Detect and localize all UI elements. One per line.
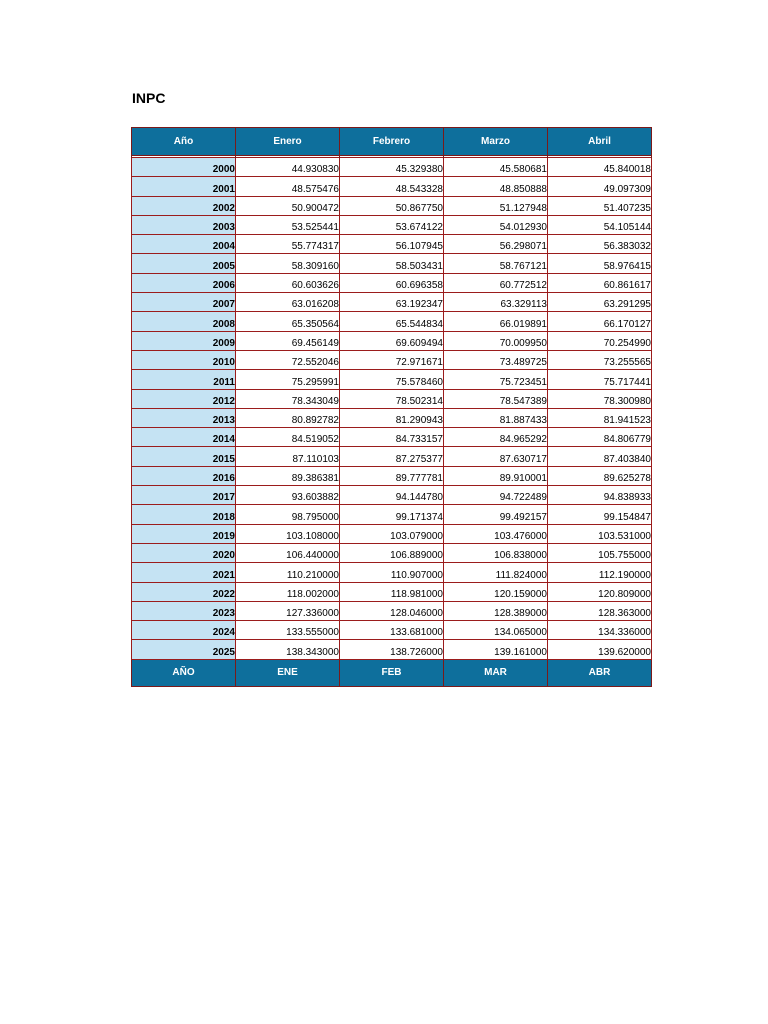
- value-cell: 118.981000: [340, 582, 444, 601]
- value-cell: 118.002000: [236, 582, 340, 601]
- value-cell: 78.300980: [548, 389, 652, 408]
- table-row: [132, 563, 652, 582]
- year-cell: 2015: [132, 447, 236, 466]
- value-cell: 75.578460: [340, 370, 444, 389]
- value-cell: 56.383032: [548, 235, 652, 254]
- value-cell: 73.489725: [444, 350, 548, 369]
- value-cell: 78.343049: [236, 389, 340, 408]
- year-cell: 2024: [132, 621, 236, 640]
- value-cell: 134.065000: [444, 621, 548, 640]
- value-cell: 51.407235: [548, 196, 652, 215]
- value-cell: 54.105144: [548, 215, 652, 234]
- value-cell: 70.009950: [444, 331, 548, 350]
- value-cell: 94.838933: [548, 486, 652, 505]
- table-row: [132, 543, 652, 562]
- value-cell: 50.867750: [340, 196, 444, 215]
- value-cell: 128.363000: [548, 601, 652, 620]
- value-cell: 128.046000: [340, 601, 444, 620]
- value-cell: 56.298071: [444, 235, 548, 254]
- value-cell: 58.309160: [236, 254, 340, 273]
- value-cell: 103.531000: [548, 524, 652, 543]
- year-cell: 2023: [132, 601, 236, 620]
- value-cell: 80.892782: [236, 408, 340, 427]
- value-cell: 94.722489: [444, 486, 548, 505]
- value-cell: 139.161000: [444, 640, 548, 659]
- header-enero: Enero: [236, 128, 340, 156]
- value-cell: 58.503431: [340, 254, 444, 273]
- header-row: [132, 128, 652, 156]
- value-cell: 60.603626: [236, 273, 340, 292]
- value-cell: 53.674122: [340, 215, 444, 234]
- value-cell: 93.603882: [236, 486, 340, 505]
- value-cell: 138.343000: [236, 640, 340, 659]
- year-cell: 2022: [132, 582, 236, 601]
- year-cell: 2014: [132, 428, 236, 447]
- footer-mar: MAR: [444, 659, 548, 686]
- year-cell: 2002: [132, 196, 236, 215]
- header-marzo: Marzo: [444, 128, 548, 156]
- value-cell: 89.777781: [340, 466, 444, 485]
- table-row: [132, 466, 652, 485]
- table-row: [132, 370, 652, 389]
- year-cell: 2012: [132, 389, 236, 408]
- value-cell: 69.609494: [340, 331, 444, 350]
- value-cell: 87.275377: [340, 447, 444, 466]
- footer-feb: FEB: [340, 659, 444, 686]
- value-cell: 63.016208: [236, 293, 340, 312]
- value-cell: 63.192347: [340, 293, 444, 312]
- value-cell: 48.575476: [236, 177, 340, 196]
- table-row: [132, 177, 652, 196]
- table-row: [132, 582, 652, 601]
- value-cell: 106.838000: [444, 543, 548, 562]
- year-cell: 2020: [132, 543, 236, 562]
- value-cell: 120.809000: [548, 582, 652, 601]
- value-cell: 45.329380: [340, 158, 444, 177]
- value-cell: 103.079000: [340, 524, 444, 543]
- table-row: [132, 312, 652, 331]
- value-cell: 66.170127: [548, 312, 652, 331]
- year-cell: 2017: [132, 486, 236, 505]
- table-row: [132, 158, 652, 177]
- value-cell: 44.930830: [236, 158, 340, 177]
- table-row: [132, 640, 652, 659]
- value-cell: 84.733157: [340, 428, 444, 447]
- value-cell: 81.887433: [444, 408, 548, 427]
- value-cell: 111.824000: [444, 563, 548, 582]
- value-cell: 45.580681: [444, 158, 548, 177]
- page-title: INPC: [132, 90, 166, 106]
- value-cell: 49.097309: [548, 177, 652, 196]
- header-abril: Abril: [548, 128, 652, 156]
- value-cell: 66.019891: [444, 312, 548, 331]
- value-cell: 60.696358: [340, 273, 444, 292]
- year-cell: 2018: [132, 505, 236, 524]
- value-cell: 112.190000: [548, 563, 652, 582]
- value-cell: 89.386381: [236, 466, 340, 485]
- value-cell: 73.255565: [548, 350, 652, 369]
- value-cell: 133.681000: [340, 621, 444, 640]
- value-cell: 78.502314: [340, 389, 444, 408]
- inpc-table: [131, 127, 652, 687]
- value-cell: 133.555000: [236, 621, 340, 640]
- year-cell: 2009: [132, 331, 236, 350]
- table-row: [132, 235, 652, 254]
- table-header: [132, 128, 652, 156]
- value-cell: 99.171374: [340, 505, 444, 524]
- value-cell: 120.159000: [444, 582, 548, 601]
- table-row: [132, 447, 652, 466]
- table-row: [132, 350, 652, 369]
- value-cell: 87.403840: [548, 447, 652, 466]
- year-cell: 2008: [132, 312, 236, 331]
- value-cell: 53.525441: [236, 215, 340, 234]
- value-cell: 81.290943: [340, 408, 444, 427]
- value-cell: 60.772512: [444, 273, 548, 292]
- year-cell: 2011: [132, 370, 236, 389]
- value-cell: 105.755000: [548, 543, 652, 562]
- value-cell: 87.110103: [236, 447, 340, 466]
- table-row: [132, 331, 652, 350]
- value-cell: 89.625278: [548, 466, 652, 485]
- value-cell: 45.840018: [548, 158, 652, 177]
- year-cell: 2003: [132, 215, 236, 234]
- value-cell: 70.254990: [548, 331, 652, 350]
- table-row: [132, 524, 652, 543]
- year-cell: 2016: [132, 466, 236, 485]
- year-cell: 2021: [132, 563, 236, 582]
- value-cell: 56.107945: [340, 235, 444, 254]
- value-cell: 54.012930: [444, 215, 548, 234]
- value-cell: 89.910001: [444, 466, 548, 485]
- value-cell: 75.717441: [548, 370, 652, 389]
- value-cell: 99.492157: [444, 505, 548, 524]
- year-cell: 2000: [132, 158, 236, 177]
- value-cell: 99.154847: [548, 505, 652, 524]
- value-cell: 98.795000: [236, 505, 340, 524]
- value-cell: 81.941523: [548, 408, 652, 427]
- value-cell: 48.543328: [340, 177, 444, 196]
- value-cell: 139.620000: [548, 640, 652, 659]
- year-cell: 2010: [132, 350, 236, 369]
- value-cell: 84.806779: [548, 428, 652, 447]
- header-febrero: Febrero: [340, 128, 444, 156]
- value-cell: 103.108000: [236, 524, 340, 543]
- value-cell: 65.350564: [236, 312, 340, 331]
- footer-row: [132, 659, 652, 686]
- table-row: [132, 273, 652, 292]
- table-row: [132, 486, 652, 505]
- table-footer: [132, 659, 652, 686]
- table-row: [132, 215, 652, 234]
- value-cell: 58.767121: [444, 254, 548, 273]
- value-cell: 78.547389: [444, 389, 548, 408]
- value-cell: 75.723451: [444, 370, 548, 389]
- value-cell: 87.630717: [444, 447, 548, 466]
- table-row: [132, 428, 652, 447]
- value-cell: 127.336000: [236, 601, 340, 620]
- value-cell: 48.850888: [444, 177, 548, 196]
- value-cell: 58.976415: [548, 254, 652, 273]
- value-cell: 84.519052: [236, 428, 340, 447]
- footer-ene: ENE: [236, 659, 340, 686]
- table-row: [132, 601, 652, 620]
- value-cell: 55.774317: [236, 235, 340, 254]
- value-cell: 60.861617: [548, 273, 652, 292]
- year-cell: 2004: [132, 235, 236, 254]
- table-row: [132, 293, 652, 312]
- value-cell: 106.440000: [236, 543, 340, 562]
- value-cell: 63.291295: [548, 293, 652, 312]
- value-cell: 134.336000: [548, 621, 652, 640]
- table-body: [132, 158, 652, 660]
- year-cell: 2007: [132, 293, 236, 312]
- table-row: [132, 621, 652, 640]
- year-cell: 2001: [132, 177, 236, 196]
- value-cell: 106.889000: [340, 543, 444, 562]
- year-cell: 2006: [132, 273, 236, 292]
- table-row: [132, 408, 652, 427]
- table-row: [132, 389, 652, 408]
- value-cell: 50.900472: [236, 196, 340, 215]
- value-cell: 138.726000: [340, 640, 444, 659]
- value-cell: 72.971671: [340, 350, 444, 369]
- value-cell: 128.389000: [444, 601, 548, 620]
- value-cell: 65.544834: [340, 312, 444, 331]
- year-cell: 2025: [132, 640, 236, 659]
- value-cell: 72.552046: [236, 350, 340, 369]
- value-cell: 103.476000: [444, 524, 548, 543]
- value-cell: 110.210000: [236, 563, 340, 582]
- table-row: [132, 505, 652, 524]
- year-cell: 2005: [132, 254, 236, 273]
- value-cell: 51.127948: [444, 196, 548, 215]
- year-cell: 2019: [132, 524, 236, 543]
- value-cell: 63.329113: [444, 293, 548, 312]
- footer-abr: ABR: [548, 659, 652, 686]
- value-cell: 110.907000: [340, 563, 444, 582]
- value-cell: 94.144780: [340, 486, 444, 505]
- value-cell: 84.965292: [444, 428, 548, 447]
- table-row: [132, 254, 652, 273]
- table-row: [132, 196, 652, 215]
- year-cell: 2013: [132, 408, 236, 427]
- header-year: Año: [132, 128, 236, 156]
- value-cell: 75.295991: [236, 370, 340, 389]
- footer-year: AÑO: [132, 659, 236, 686]
- value-cell: 69.456149: [236, 331, 340, 350]
